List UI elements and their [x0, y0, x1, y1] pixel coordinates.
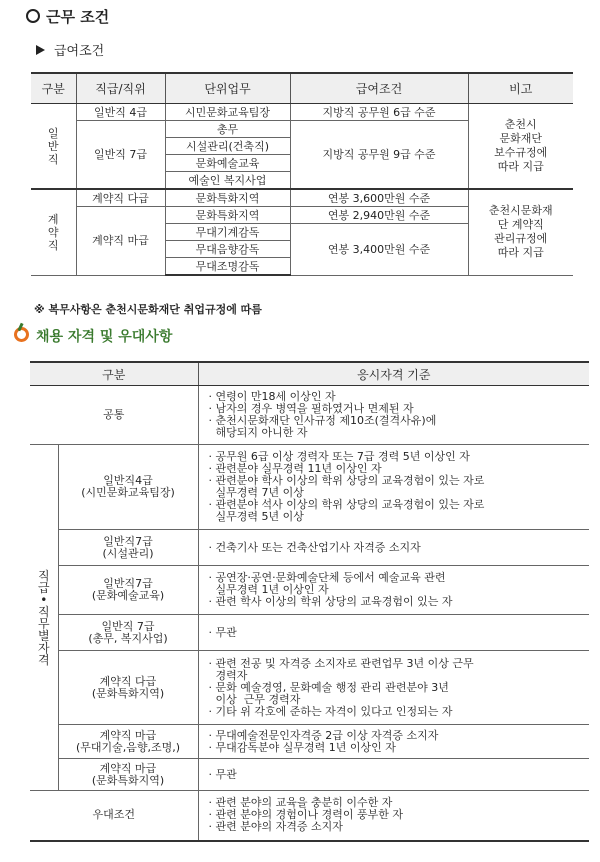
col-header: 비고 [468, 73, 573, 104]
category-cell: 계약직 마급 (무대기술,음향,조명,) [58, 725, 198, 759]
duty-cell: 무대기계감독 [165, 224, 290, 241]
footnote: ※ 복무사항은 춘천시문화재단 취업규정에 따름 [34, 303, 262, 316]
duty-cell: 무대조명감독 [165, 258, 290, 276]
circle-bullet-icon [26, 9, 40, 23]
col-header: 단위업무 [165, 73, 290, 104]
pay-cell: 지방직 공무원 6급 수준 [290, 104, 468, 121]
category-cell: 계약직 마급 (문화특화지역) [58, 759, 198, 791]
subheading-text: 급여조건 [54, 44, 105, 59]
col-header: 직급/직위 [76, 73, 165, 104]
group-contract: 계 약 직 [31, 189, 76, 275]
grade-cell: 일반직 7급 [76, 121, 165, 190]
category-cell: 공통 [30, 386, 198, 445]
note-contract: 춘천시문화재 단 계약직 관리규정에 따라 지급 [468, 189, 573, 275]
duty-cell: 시민문화교육팀장 [165, 104, 290, 121]
pay-cell: 지방직 공무원 9급 수준 [290, 121, 468, 190]
duty-cell: 무대음향감독 [165, 241, 290, 258]
pay-conditions-table [31, 72, 573, 276]
grade-cell: 계약직 마급 [76, 207, 165, 276]
subheading-pay [36, 40, 104, 59]
pay-cell: 연봉 2,940만원 수준 [290, 207, 468, 224]
heading-text: 채용 자격 및 우대사항 [36, 329, 173, 345]
category-cell: 일반직7급 (문화예술교육) [58, 566, 198, 615]
section-heading-work-conditions [26, 6, 109, 27]
duty-cell: 문화예술교육 [165, 155, 290, 172]
note-general: 춘천시 문화재단 보수규정에 따라 지급 [468, 104, 573, 190]
criteria-cell: · 공연장·공연·문화예술단체 등에서 예술교육 관련 실무경력 1년 이상인 자 · 관련 학사 이상의 학위 상당의 교육경험이 있는 자 [198, 566, 589, 615]
duty-cell: 문화특화지역 [165, 207, 290, 224]
pay-cell: 연봉 3,400만원 수준 [290, 224, 468, 276]
triangle-bullet-icon [36, 45, 45, 55]
side-label: 직 급 • 직 무 별 자 격 [30, 445, 58, 791]
criteria-cell: · 관련 전공 및 자격증 소지자로 관련업무 3년 이상 근무 경력자 · 문화 예술경영, 문화예술 행정 관리 관련분야 3년 이상 근무 경력자 · 기타 위 각호에 준하는 자격이 있다고 인정되는 자 [198, 651, 589, 725]
group-general: 일 반 직 [31, 104, 76, 190]
duty-cell: 시설관리(건축직) [165, 138, 290, 155]
criteria-cell: · 관련 분야의 교육을 충분히 이수한 자 · 관련 분야의 경험이나 경력이 풍부한 자 · 관련 분야의 자격증 소지자 [198, 791, 589, 841]
category-cell: 일반직4급 (시민문화교육팀장) [58, 445, 198, 530]
grade-cell: 일반직 4급 [76, 104, 165, 121]
criteria-cell: · 건축기사 또는 건축산업기사 자격증 소지자 [198, 530, 589, 566]
criteria-cell: · 무관 [198, 615, 589, 651]
category-cell: 일반직 7급 (총무, 복지사업) [58, 615, 198, 651]
duty-cell: 문화특화지역 [165, 189, 290, 207]
pay-cell: 연봉 3,600만원 수준 [290, 189, 468, 207]
qualification-table [30, 361, 589, 842]
col-header: 응시자격 기준 [198, 362, 589, 386]
duty-cell: 예술인 복지사업 [165, 172, 290, 190]
category-cell: 일반직7급 (시설관리) [58, 530, 198, 566]
duty-cell: 총무 [165, 121, 290, 138]
section-heading-qualifications [14, 326, 172, 346]
col-header: 구분 [30, 362, 198, 386]
criteria-cell: · 무대예술전문인자격증 2급 이상 자격증 소지자 · 무대감독분야 실무경력 1년 이상인 자 [198, 725, 589, 759]
pencil-circle-icon [14, 327, 29, 342]
col-header: 급여조건 [290, 73, 468, 104]
category-cell: 계약직 다급 (문화특화지역) [58, 651, 198, 725]
criteria-cell: · 무관 [198, 759, 589, 791]
grade-cell: 계약직 다급 [76, 189, 165, 207]
criteria-cell: · 연령이 만18세 이상인 자 · 남자의 경우 병역을 필하였거나 면제된 자 · 춘천시문화재단 인사규정 제10조(결격사유)에 해당되지 아니한 자 [198, 386, 589, 445]
category-cell: 우대조건 [30, 791, 198, 841]
col-header: 구분 [31, 73, 76, 104]
criteria-cell: · 공무원 6급 이상 경력자 또는 7급 경력 5년 이상인 자 · 관련분야 실무경력 11년 이상인 자 · 관련분야 학사 이상의 학위 상당의 교육경험이 있는 자로 실무경력 7년 이상 · 관련분야 석사 이상의 학위 상당의 교육경험이 있는 자로 실무경력 5년 이상 [198, 445, 589, 530]
heading-text: 근무 조건 [46, 8, 110, 26]
